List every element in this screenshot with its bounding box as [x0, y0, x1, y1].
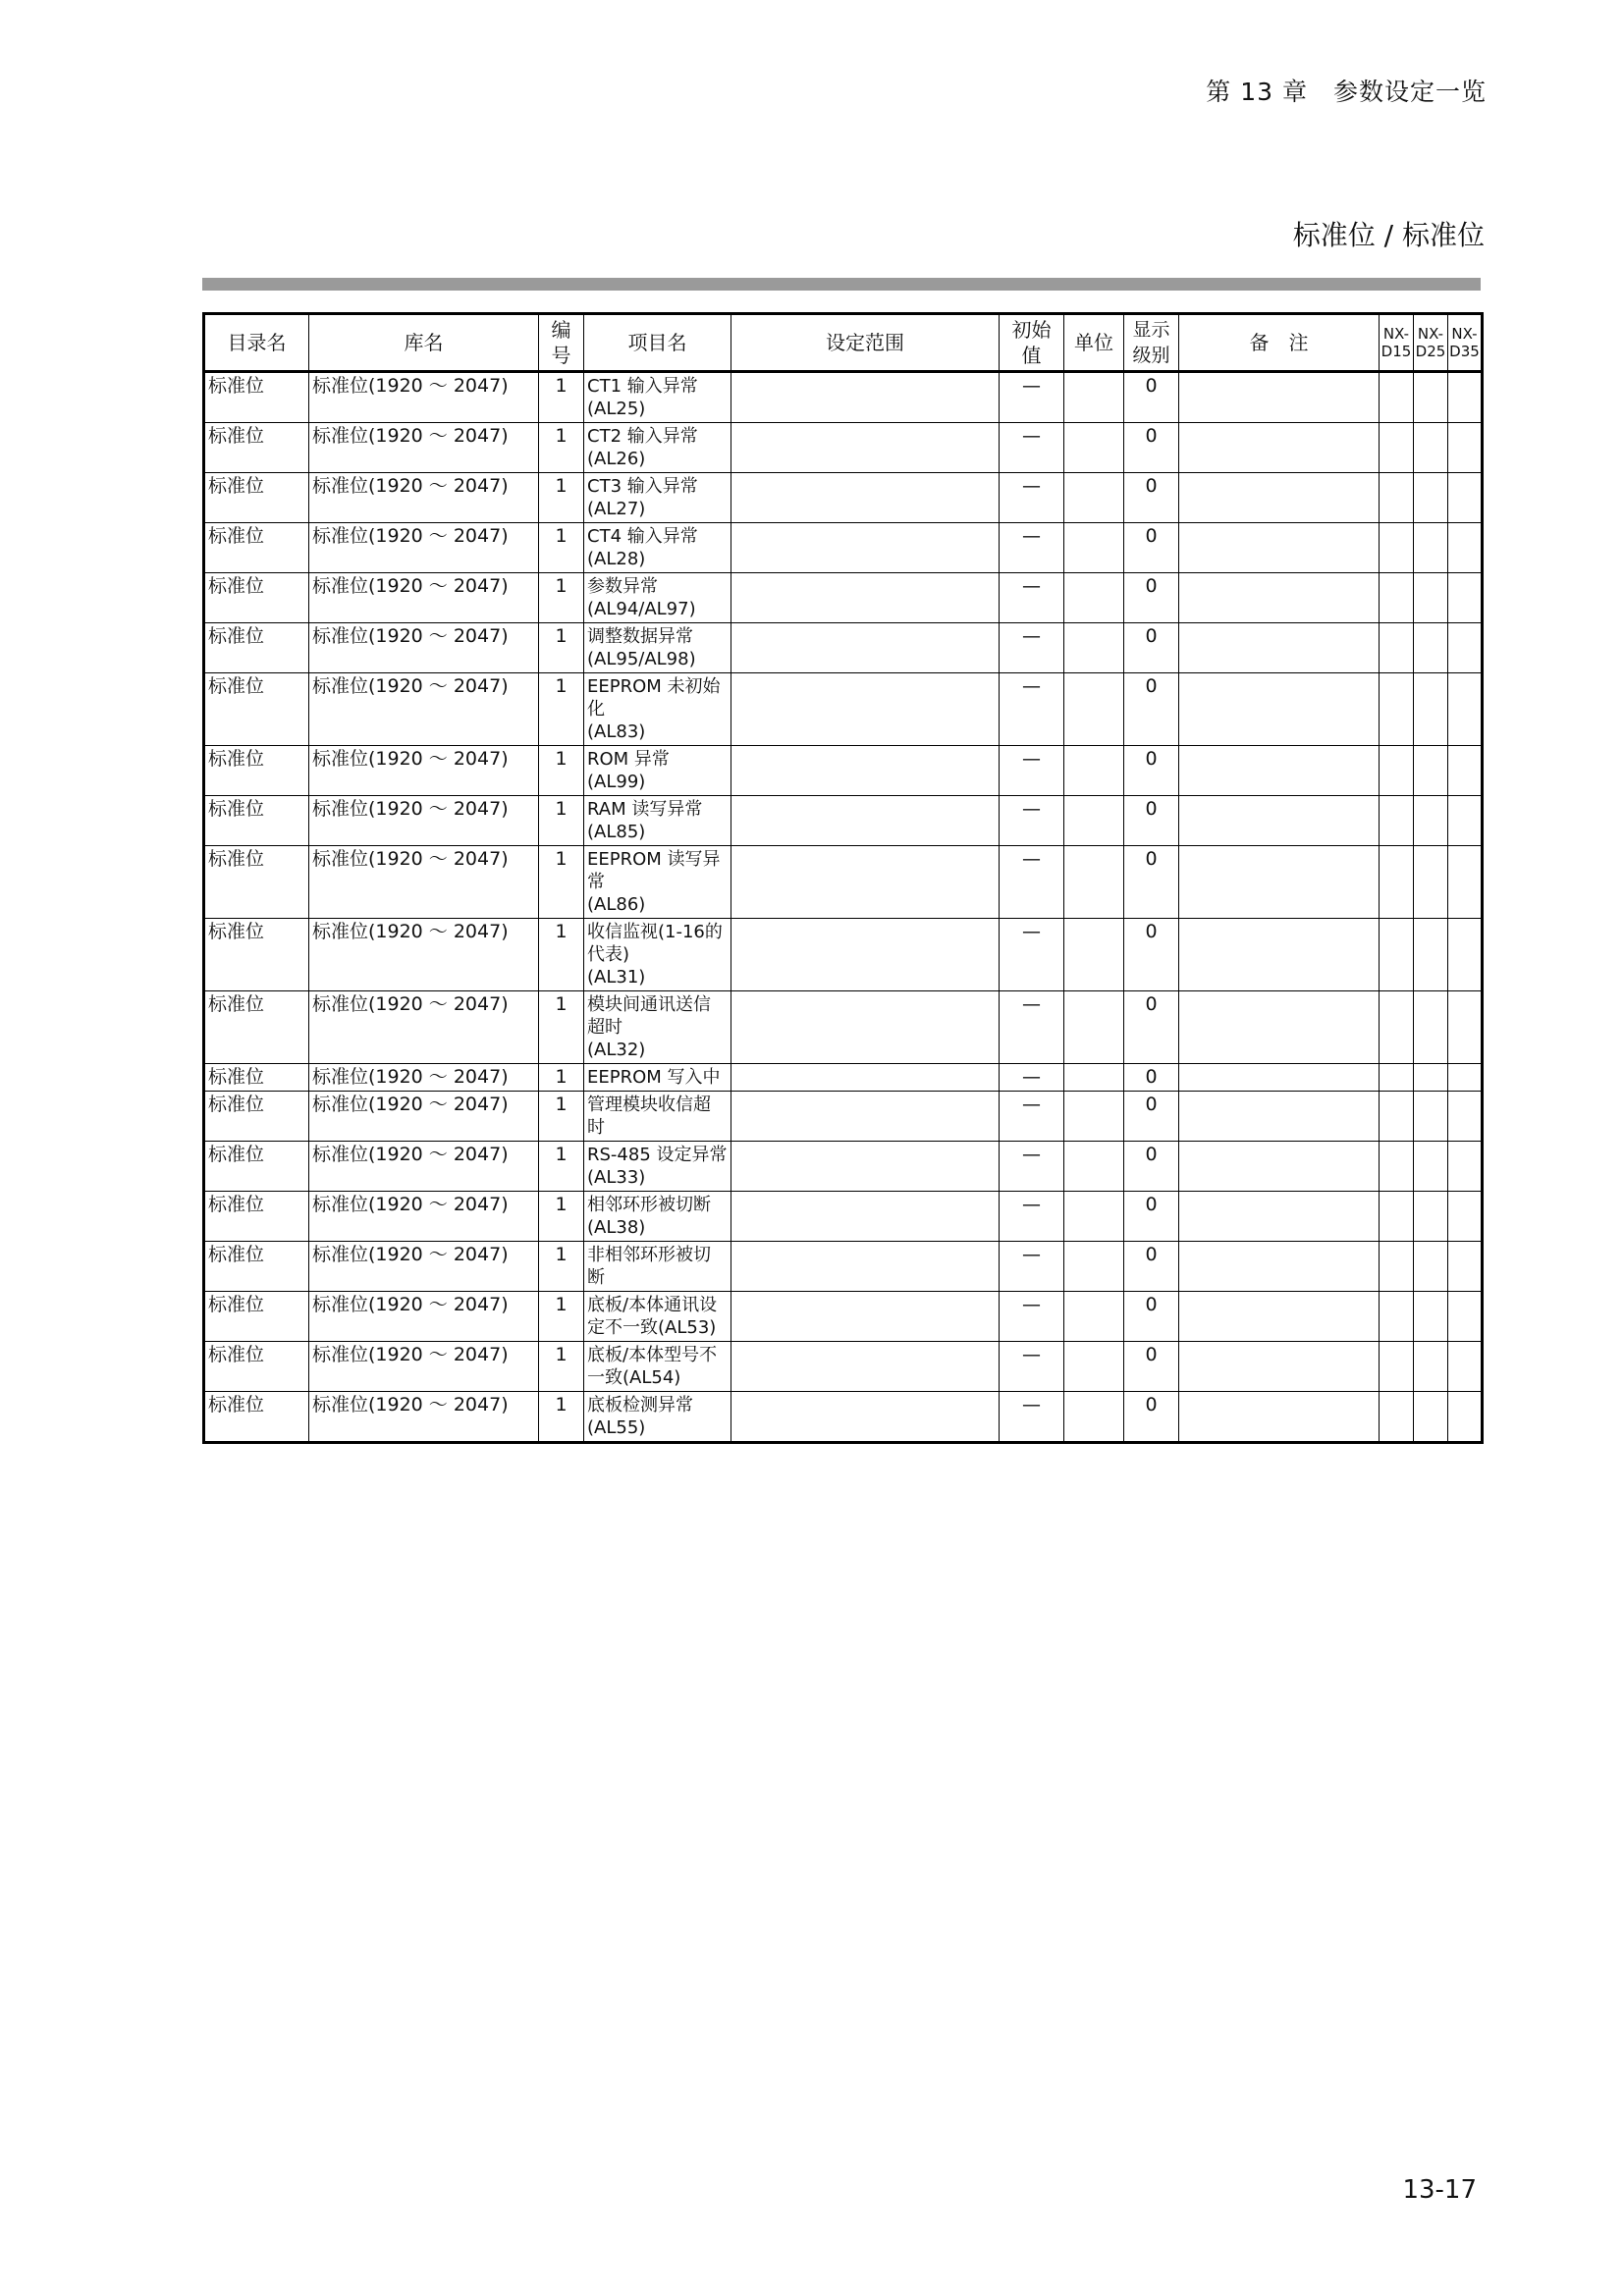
cell-nx-d35 [1448, 846, 1483, 919]
cell-nx-d35 [1448, 1092, 1483, 1142]
cell-number: 1 [539, 673, 584, 746]
cell-initial: — [1000, 1092, 1064, 1142]
cell-nx-d35 [1448, 1142, 1483, 1192]
cell-nx-d15 [1380, 919, 1414, 991]
table-row [204, 623, 1483, 673]
cell-catalog: 标准位 [204, 423, 309, 473]
cell-number: 1 [539, 919, 584, 991]
table-row [204, 1242, 1483, 1292]
cell-nx-d35 [1448, 1292, 1483, 1342]
cell-number: 1 [539, 846, 584, 919]
cell-library: 标准位(1920 ～ 2047) [309, 423, 539, 473]
cell-display-level: 0 [1124, 673, 1179, 746]
cell-nx-d35 [1448, 1392, 1483, 1443]
cell-nx-d15 [1380, 573, 1414, 623]
cell-item: EEPROM 读写异常 (AL86) [584, 846, 731, 919]
cell-catalog: 标准位 [204, 746, 309, 796]
cell-number: 1 [539, 746, 584, 796]
cell-nx-d35 [1448, 673, 1483, 746]
cell-catalog: 标准位 [204, 1092, 309, 1142]
cell-catalog: 标准位 [204, 1242, 309, 1292]
cell-unit [1064, 1064, 1124, 1092]
cell-note [1179, 1392, 1380, 1443]
col-header-number: 编号 [539, 314, 584, 372]
cell-note [1179, 372, 1380, 423]
col-header-library: 库名 [309, 314, 539, 372]
cell-nx-d15 [1380, 1392, 1414, 1443]
cell-unit [1064, 1242, 1124, 1292]
cell-catalog: 标准位 [204, 1292, 309, 1342]
cell-library: 标准位(1920 ～ 2047) [309, 623, 539, 673]
cell-number: 1 [539, 623, 584, 673]
cell-nx-d15 [1380, 1192, 1414, 1242]
cell-nx-d25 [1414, 423, 1448, 473]
cell-initial: — [1000, 673, 1064, 746]
cell-nx-d15 [1380, 673, 1414, 746]
cell-display-level: 0 [1124, 423, 1179, 473]
cell-number: 1 [539, 473, 584, 523]
cell-number: 1 [539, 1142, 584, 1192]
cell-note [1179, 796, 1380, 846]
cell-nx-d25 [1414, 919, 1448, 991]
cell-display-level: 0 [1124, 1342, 1179, 1392]
cell-display-level: 0 [1124, 1192, 1179, 1242]
cell-display-level: 0 [1124, 623, 1179, 673]
table-row [204, 1192, 1483, 1242]
cell-item: RS-485 设定异常 (AL33) [584, 1142, 731, 1192]
col-header-range: 设定范围 [731, 314, 1000, 372]
cell-item: RAM 读写异常 (AL85) [584, 796, 731, 846]
cell-note [1179, 1342, 1380, 1392]
table-row [204, 846, 1483, 919]
cell-nx-d15 [1380, 1242, 1414, 1292]
cell-unit [1064, 573, 1124, 623]
cell-unit [1064, 423, 1124, 473]
cell-library: 标准位(1920 ～ 2047) [309, 1192, 539, 1242]
table-row [204, 1392, 1483, 1443]
col-header-note: 备 注 [1179, 314, 1380, 372]
cell-number: 1 [539, 1092, 584, 1142]
cell-nx-d25 [1414, 1064, 1448, 1092]
cell-nx-d15 [1380, 523, 1414, 573]
cell-item: 收信监视(1-16的代表) (AL31) [584, 919, 731, 991]
cell-item: 相邻环形被切断 (AL38) [584, 1192, 731, 1242]
cell-number: 1 [539, 423, 584, 473]
cell-catalog: 标准位 [204, 991, 309, 1064]
cell-initial: — [1000, 623, 1064, 673]
cell-nx-d15 [1380, 1292, 1414, 1342]
col-header-nx-d35 [1448, 314, 1483, 372]
cell-display-level: 0 [1124, 1092, 1179, 1142]
cell-unit [1064, 1142, 1124, 1192]
cell-library: 标准位(1920 ～ 2047) [309, 746, 539, 796]
cell-item: 参数异常 (AL94/AL97) [584, 573, 731, 623]
table-row [204, 1092, 1483, 1142]
cell-item: CT3 输入异常(AL27) [584, 473, 731, 523]
cell-range [731, 991, 1000, 1064]
table-row [204, 1142, 1483, 1192]
cell-range [731, 1064, 1000, 1092]
cell-nx-d35 [1448, 523, 1483, 573]
col-header-unit: 单位 [1064, 314, 1124, 372]
cell-item: 底板/本体型号不 一致(AL54) [584, 1342, 731, 1392]
cell-item: 非相邻环形被切断 [584, 1242, 731, 1292]
cell-unit [1064, 473, 1124, 523]
table-header-row [204, 314, 1483, 372]
cell-note [1179, 523, 1380, 573]
cell-display-level: 0 [1124, 796, 1179, 846]
cell-initial: — [1000, 846, 1064, 919]
cell-catalog: 标准位 [204, 846, 309, 919]
cell-display-level: 0 [1124, 991, 1179, 1064]
model-d25-line-1: NX- [1417, 325, 1444, 343]
cell-range [731, 573, 1000, 623]
cell-range [731, 846, 1000, 919]
parameter-table [202, 312, 1484, 1444]
cell-library: 标准位(1920 ～ 2047) [309, 1064, 539, 1092]
cell-unit [1064, 623, 1124, 673]
cell-note [1179, 1292, 1380, 1342]
model-d25-line-2: D25 [1415, 343, 1446, 360]
cell-note [1179, 1142, 1380, 1192]
table-row [204, 523, 1483, 573]
cell-note [1179, 1242, 1380, 1292]
cell-range [731, 623, 1000, 673]
cell-number: 1 [539, 991, 584, 1064]
cell-note [1179, 573, 1380, 623]
cell-library: 标准位(1920 ～ 2047) [309, 1142, 539, 1192]
table-row [204, 573, 1483, 623]
cell-item: EEPROM 未初始化 (AL83) [584, 673, 731, 746]
cell-item: ROM 异常(AL99) [584, 746, 731, 796]
cell-range [731, 523, 1000, 573]
cell-initial: — [1000, 1142, 1064, 1192]
cell-item: 调整数据异常 (AL95/AL98) [584, 623, 731, 673]
cell-display-level: 0 [1124, 1392, 1179, 1443]
cell-note [1179, 673, 1380, 746]
page-number: 13-17 [1402, 2175, 1477, 2205]
cell-range [731, 473, 1000, 523]
cell-nx-d15 [1380, 846, 1414, 919]
col-header-nx-d15 [1380, 314, 1414, 372]
cell-number: 1 [539, 1292, 584, 1342]
cell-nx-d15 [1380, 372, 1414, 423]
cell-nx-d15 [1380, 1342, 1414, 1392]
model-d15-line-2: D15 [1380, 343, 1412, 360]
cell-nx-d15 [1380, 423, 1414, 473]
cell-catalog: 标准位 [204, 1064, 309, 1092]
cell-range [731, 1092, 1000, 1142]
cell-nx-d35 [1448, 1242, 1483, 1292]
cell-unit [1064, 673, 1124, 746]
cell-unit [1064, 1392, 1124, 1443]
cell-number: 1 [539, 372, 584, 423]
cell-display-level: 0 [1124, 746, 1179, 796]
cell-range [731, 1292, 1000, 1342]
cell-initial: — [1000, 1242, 1064, 1292]
cell-catalog: 标准位 [204, 623, 309, 673]
cell-catalog: 标准位 [204, 796, 309, 846]
cell-display-level: 0 [1124, 1064, 1179, 1092]
section-divider [202, 278, 1481, 291]
cell-nx-d25 [1414, 1192, 1448, 1242]
cell-number: 1 [539, 1064, 584, 1092]
cell-catalog: 标准位 [204, 372, 309, 423]
cell-note [1179, 473, 1380, 523]
table-row [204, 796, 1483, 846]
cell-catalog: 标准位 [204, 1192, 309, 1242]
cell-item: 底板/本体通讯设 定不一致(AL53) [584, 1292, 731, 1342]
cell-nx-d35 [1448, 796, 1483, 846]
cell-initial: — [1000, 746, 1064, 796]
cell-nx-d15 [1380, 1064, 1414, 1092]
cell-number: 1 [539, 1242, 584, 1292]
cell-initial: — [1000, 473, 1064, 523]
cell-item: EEPROM 写入中 [584, 1064, 731, 1092]
cell-nx-d25 [1414, 473, 1448, 523]
table-row [204, 1342, 1483, 1392]
cell-catalog: 标准位 [204, 523, 309, 573]
cell-range [731, 1392, 1000, 1443]
cell-library: 标准位(1920 ～ 2047) [309, 919, 539, 991]
cell-unit [1064, 1292, 1124, 1342]
cell-number: 1 [539, 1392, 584, 1443]
cell-number: 1 [539, 796, 584, 846]
cell-catalog: 标准位 [204, 1392, 309, 1443]
cell-library: 标准位(1920 ～ 2047) [309, 1392, 539, 1443]
cell-library: 标准位(1920 ～ 2047) [309, 673, 539, 746]
cell-display-level: 0 [1124, 919, 1179, 991]
cell-nx-d25 [1414, 796, 1448, 846]
cell-item: 底板检测异常 (AL55) [584, 1392, 731, 1443]
cell-note [1179, 919, 1380, 991]
table-row [204, 919, 1483, 991]
cell-nx-d15 [1380, 1142, 1414, 1192]
cell-library: 标准位(1920 ～ 2047) [309, 1292, 539, 1342]
cell-initial: — [1000, 523, 1064, 573]
cell-nx-d25 [1414, 623, 1448, 673]
cell-range [731, 1142, 1000, 1192]
cell-nx-d35 [1448, 372, 1483, 423]
cell-library: 标准位(1920 ～ 2047) [309, 573, 539, 623]
cell-initial: — [1000, 796, 1064, 846]
cell-unit [1064, 991, 1124, 1064]
cell-nx-d35 [1448, 573, 1483, 623]
model-d15-line-1: NX- [1382, 325, 1410, 343]
cell-catalog: 标准位 [204, 473, 309, 523]
cell-nx-d35 [1448, 991, 1483, 1064]
col-header-display-level [1124, 314, 1179, 372]
cell-initial: — [1000, 919, 1064, 991]
cell-range [731, 423, 1000, 473]
cell-nx-d25 [1414, 372, 1448, 423]
cell-item: 管理模块收信超时 [584, 1092, 731, 1142]
cell-catalog: 标准位 [204, 573, 309, 623]
cell-initial: — [1000, 423, 1064, 473]
cell-display-level: 0 [1124, 1142, 1179, 1192]
cell-note [1179, 623, 1380, 673]
table-row [204, 473, 1483, 523]
cell-display-level: 0 [1124, 372, 1179, 423]
cell-nx-d25 [1414, 746, 1448, 796]
cell-range [731, 372, 1000, 423]
cell-nx-d15 [1380, 1092, 1414, 1142]
col-header-nx-d25 [1414, 314, 1448, 372]
cell-library: 标准位(1920 ～ 2047) [309, 796, 539, 846]
table-row [204, 1064, 1483, 1092]
cell-nx-d25 [1414, 673, 1448, 746]
cell-unit [1064, 1092, 1124, 1142]
cell-initial: — [1000, 1392, 1064, 1443]
cell-display-level: 0 [1124, 523, 1179, 573]
cell-nx-d35 [1448, 746, 1483, 796]
section-title: 标准位 / 标准位 [1292, 219, 1485, 251]
cell-display-level: 0 [1124, 1242, 1179, 1292]
table-body [204, 372, 1483, 1443]
cell-library: 标准位(1920 ～ 2047) [309, 523, 539, 573]
table-row [204, 372, 1483, 423]
cell-library: 标准位(1920 ～ 2047) [309, 1342, 539, 1392]
col-header-initial: 初始值 [1000, 314, 1064, 372]
cell-catalog: 标准位 [204, 1342, 309, 1392]
cell-nx-d35 [1448, 1192, 1483, 1242]
model-d35-line-1: NX- [1451, 325, 1478, 343]
cell-note [1179, 1064, 1380, 1092]
cell-nx-d35 [1448, 423, 1483, 473]
cell-nx-d35 [1448, 473, 1483, 523]
table-row [204, 673, 1483, 746]
cell-unit [1064, 846, 1124, 919]
table-row [204, 746, 1483, 796]
cell-nx-d25 [1414, 1342, 1448, 1392]
cell-nx-d25 [1414, 1142, 1448, 1192]
table-row [204, 423, 1483, 473]
cell-unit [1064, 1342, 1124, 1392]
cell-nx-d25 [1414, 991, 1448, 1064]
cell-range [731, 1242, 1000, 1292]
cell-unit [1064, 523, 1124, 573]
cell-library: 标准位(1920 ～ 2047) [309, 473, 539, 523]
cell-library: 标准位(1920 ～ 2047) [309, 372, 539, 423]
cell-nx-d25 [1414, 1242, 1448, 1292]
display-level-line-1: 显示 [1132, 319, 1170, 341]
cell-number: 1 [539, 1192, 584, 1242]
cell-note [1179, 746, 1380, 796]
table-row [204, 991, 1483, 1064]
cell-nx-d15 [1380, 746, 1414, 796]
cell-nx-d15 [1380, 473, 1414, 523]
cell-nx-d15 [1380, 991, 1414, 1064]
cell-nx-d25 [1414, 846, 1448, 919]
cell-initial: — [1000, 991, 1064, 1064]
display-level-line-2: 级别 [1132, 345, 1170, 366]
cell-item: CT2 输入异常(AL26) [584, 423, 731, 473]
col-header-item: 项目名 [584, 314, 731, 372]
cell-library: 标准位(1920 ～ 2047) [309, 1092, 539, 1142]
cell-nx-d25 [1414, 1392, 1448, 1443]
cell-nx-d25 [1414, 1292, 1448, 1342]
chapter-header: 第 13 章 参数设定一览 [1206, 78, 1487, 106]
cell-library: 标准位(1920 ～ 2047) [309, 846, 539, 919]
cell-range [731, 1342, 1000, 1392]
cell-note [1179, 1092, 1380, 1142]
cell-number: 1 [539, 523, 584, 573]
cell-nx-d35 [1448, 1342, 1483, 1392]
model-d35-line-2: D35 [1449, 343, 1480, 360]
cell-nx-d25 [1414, 1092, 1448, 1142]
cell-item: 模块间通讯送信超时 (AL32) [584, 991, 731, 1064]
cell-display-level: 0 [1124, 1292, 1179, 1342]
cell-initial: — [1000, 1292, 1064, 1342]
cell-note [1179, 846, 1380, 919]
cell-catalog: 标准位 [204, 673, 309, 746]
cell-unit [1064, 796, 1124, 846]
cell-range [731, 919, 1000, 991]
cell-unit [1064, 1192, 1124, 1242]
cell-item: CT1 输入异常(AL25) [584, 372, 731, 423]
cell-nx-d35 [1448, 919, 1483, 991]
cell-initial: — [1000, 1064, 1064, 1092]
cell-display-level: 0 [1124, 473, 1179, 523]
cell-library: 标准位(1920 ～ 2047) [309, 1242, 539, 1292]
cell-unit [1064, 919, 1124, 991]
cell-unit [1064, 372, 1124, 423]
cell-nx-d35 [1448, 1064, 1483, 1092]
cell-range [731, 746, 1000, 796]
cell-display-level: 0 [1124, 846, 1179, 919]
cell-nx-d25 [1414, 523, 1448, 573]
table-row [204, 1292, 1483, 1342]
cell-initial: — [1000, 1342, 1064, 1392]
cell-range [731, 1192, 1000, 1242]
cell-initial: — [1000, 573, 1064, 623]
col-header-catalog: 目录名 [204, 314, 309, 372]
cell-range [731, 796, 1000, 846]
cell-number: 1 [539, 573, 584, 623]
cell-note [1179, 991, 1380, 1064]
cell-unit [1064, 746, 1124, 796]
cell-nx-d25 [1414, 573, 1448, 623]
cell-range [731, 673, 1000, 746]
cell-number: 1 [539, 1342, 584, 1392]
cell-nx-d15 [1380, 796, 1414, 846]
cell-catalog: 标准位 [204, 919, 309, 991]
cell-library: 标准位(1920 ～ 2047) [309, 991, 539, 1064]
cell-nx-d35 [1448, 623, 1483, 673]
cell-note [1179, 1192, 1380, 1242]
cell-catalog: 标准位 [204, 1142, 309, 1192]
cell-initial: — [1000, 372, 1064, 423]
cell-nx-d15 [1380, 623, 1414, 673]
cell-item: CT4 输入异常(AL28) [584, 523, 731, 573]
cell-initial: — [1000, 1192, 1064, 1242]
cell-note [1179, 423, 1380, 473]
cell-display-level: 0 [1124, 573, 1179, 623]
